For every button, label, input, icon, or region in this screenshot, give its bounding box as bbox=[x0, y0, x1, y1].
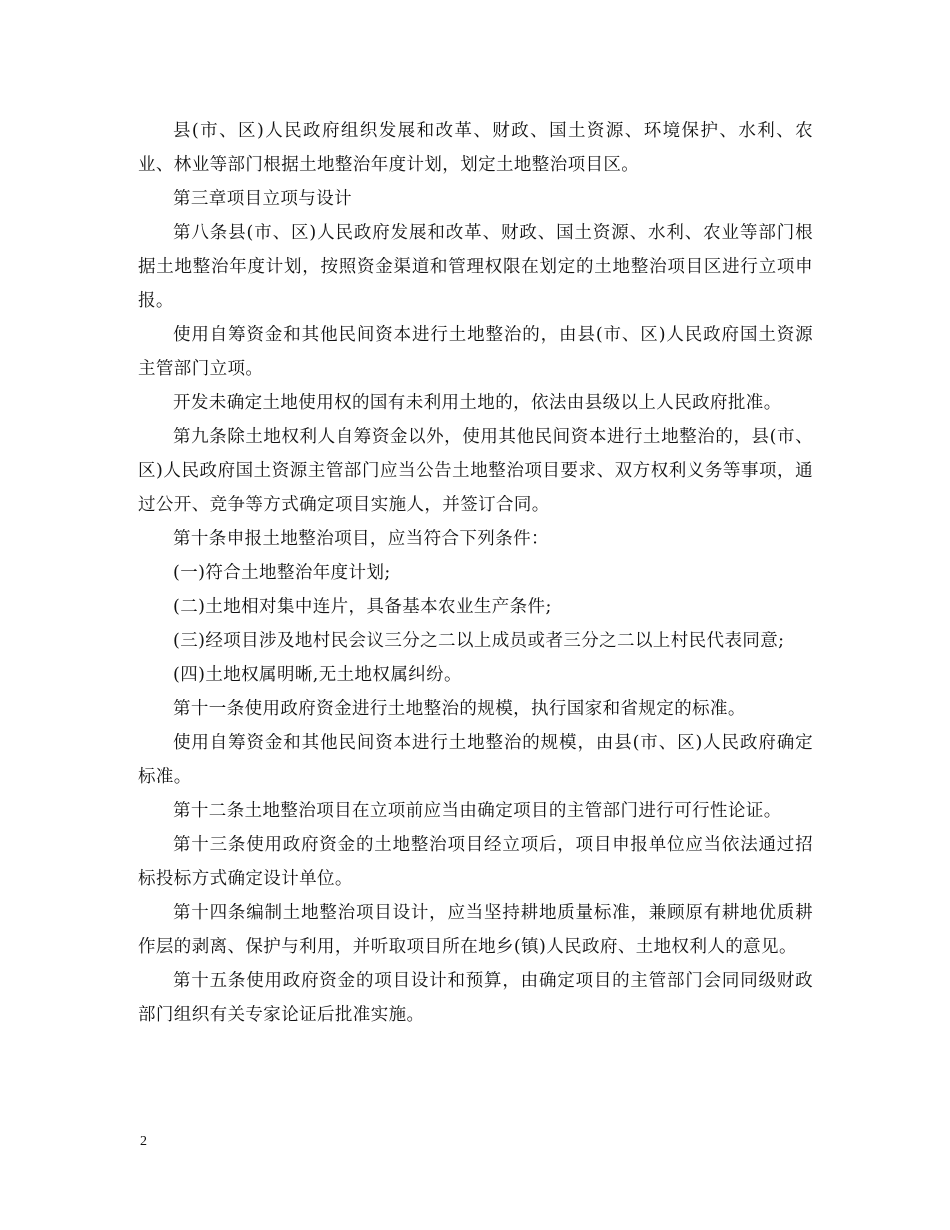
chapter-heading: 第三章项目立项与设计 bbox=[173, 189, 352, 209]
document-body bbox=[138, 114, 813, 1032]
list-item: (四)土地权属明晰,无土地权属纠纷。 bbox=[173, 665, 462, 685]
list-item: (一)符合土地整治年度计划; bbox=[173, 563, 391, 583]
paragraph: 开发未确定土地使用权的国有未利用土地的，依法由县级以上人民政府批准。 bbox=[173, 393, 782, 413]
paragraph: 第十二条土地整治项目在立项前应当由确定项目的主管部门进行可行性论证。 bbox=[173, 801, 782, 821]
paragraph: 第十一条使用政府资金进行土地整治的规模，执行国家和省规定的标准。 bbox=[173, 699, 746, 719]
paragraph: 第十五条使用政府资金的项目设计和预算，由确定项目的主管部门会同同级财政部门组织有关专家论证后批准实施。 bbox=[138, 971, 813, 1025]
paragraph: 第九条除土地权利人自筹资金以外，使用其他民间资本进行土地整治的，县(市、区)人民政府国土资源主管部门应当公告土地整治项目要求、双方权利义务等事项，通过公开、竞争等方式确定项目实施人，并签订合同。 bbox=[138, 427, 813, 515]
paragraph: 第十条申报土地整治项目，应当符合下列条件： bbox=[173, 529, 549, 549]
list-item: (二)土地相对集中连片，具备基本农业生产条件; bbox=[173, 597, 552, 617]
list-item: (三)经项目涉及地村民会议三分之二以上成员或者三分之二以上村民代表同意; bbox=[173, 631, 785, 651]
paragraph: 第十四条编制土地整治项目设计，应当坚持耕地质量标准，兼顾原有耕地优质耕作层的剥离、保护与利用，并听取项目所在地乡(镇)人民政府、土地权利人的意见。 bbox=[138, 903, 813, 957]
paragraph: 县(市、区)人民政府组织发展和改革、财政、国土资源、环境保护、水利、农业、林业等部门根据土地整治年度计划，划定土地整治项目区。 bbox=[138, 121, 813, 175]
page-number: 2 bbox=[140, 1134, 147, 1149]
paragraph: 使用自筹资金和其他民间资本进行土地整治的，由县(市、区)人民政府国土资源主管部门立项。 bbox=[138, 325, 813, 379]
paragraph: 第八条县(市、区)人民政府发展和改革、财政、国土资源、水利、农业等部门根据土地整治年度计划，按照资金渠道和管理权限在划定的土地整治项目区进行立项申报。 bbox=[138, 223, 813, 311]
paragraph: 第十三条使用政府资金的土地整治项目经立项后，项目申报单位应当依法通过招标投标方式确定设计单位。 bbox=[138, 835, 813, 889]
paragraph: 使用自筹资金和其他民间资本进行土地整治的规模，由县(市、区)人民政府确定标准。 bbox=[138, 733, 813, 787]
